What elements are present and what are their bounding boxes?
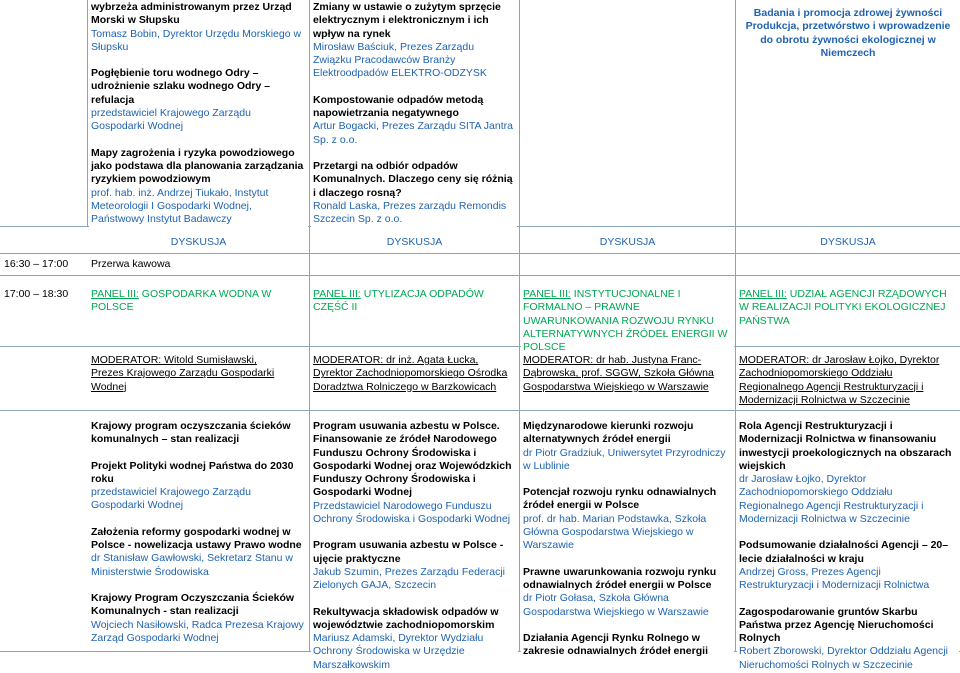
talk-speaker: Artur Bogacki, Prezes Zarządu SITA Jantra Sp. z o.o. xyxy=(313,120,513,146)
discussion-label: DYSKUSJA xyxy=(521,235,734,250)
divider xyxy=(0,253,960,254)
panel-prefix: PANEL III: xyxy=(739,288,787,300)
panel-name: UDZIAŁ AGENCJI RZĄDOWYCH W REALIZACJI POLITYKI EKOLOGICZNEJ PAŃSTWA xyxy=(739,288,947,327)
divider xyxy=(0,410,960,411)
talk-speaker: przedstawiciel Krajowego Zarządu Gospodarki Wodnej xyxy=(91,107,251,133)
panel-heading xyxy=(737,287,959,329)
moderator: MODERATOR: dr inż. Agata Łucka, Dyrektor Zachodniopomorskiego Ośrodka Doradztwa Rolniczego w Barzkowicach xyxy=(311,353,518,395)
top-col4 xyxy=(737,6,959,61)
panel-heading xyxy=(311,287,518,316)
talk-title: Program usuwania azbestu w Polsce - ujęcie praktyczne xyxy=(313,539,504,565)
talk-title: Prawne uwarunkowania rozwoju rynku odnawialnych źródeł energii w Polsce xyxy=(523,565,717,591)
talk-title: Program usuwania azbestu w Polsce. Finansowanie ze źródeł Narodowego Funduszu Ochrony Środowiska i Gospodarki Wodnej oraz Wojewódzkich Funduszy Ochrony Środowiska i Gospodarki Wodnej xyxy=(313,420,512,499)
talk-title: Potencjał rozwoju rynku odnawialnych źródeł energii w Polsce xyxy=(523,486,717,512)
divider xyxy=(87,0,88,226)
talks-col4 xyxy=(737,419,959,673)
divider xyxy=(0,346,960,347)
talk-speaker: Andrzej Gross, Prezes Agencji Restrukturyzacji i Modernizacji Rolnictwa xyxy=(739,565,930,592)
talk-title: Rekultywacja składowisk odpadów w województwie zachodniopomorskim xyxy=(313,605,499,631)
talk-title: Założenia reformy gospodarki wodnej w Polsce - nowelizacja ustawy Prawo wodne xyxy=(91,525,302,552)
talks-col1 xyxy=(89,419,308,646)
talk-speaker: Mariusz Adamski, Dyrektor Wydziału Ochrony Środowiska w Urzędzie Marszałkowskim xyxy=(313,632,484,671)
talk-speaker: Tomasz Bobin, Dyrektor Urzędu Morskiego w Słupsku xyxy=(91,27,302,53)
section-subtitle: Produkcja, przetwórstwo i wprowadzenie do obrotu żywności ekologicznej w Niemczech xyxy=(745,20,951,59)
panel-heading xyxy=(521,287,734,355)
discussion-label: DYSKUSJA xyxy=(311,235,518,250)
panel-prefix: PANEL III: xyxy=(91,288,139,300)
talk-speaker: dr Jarosław Łojko, Dyrektor Zachodniopomorskiego Oddziału Regionalnego Agencji Restrukturyzacji i Modernizacji Rolnictwa w Szczecinie xyxy=(739,473,924,526)
moderator: MODERATOR: dr hab. Justyna Franc-Dąbrowska, prof. SGGW, Szkoła Główna Gospodarstwa Wiejskiego w Warszawie xyxy=(521,353,721,395)
talk-title: Mapy zagrożenia i ryzyka powodziowego jako podstawa dla planowania zarządzania ryzykiem powodziowym xyxy=(91,146,304,186)
panel-prefix: PANEL III: xyxy=(523,288,571,300)
talk-title: Działania Agencji Rynku Rolnego w zakresie odnawialnych źródeł energii xyxy=(523,631,708,658)
talk-title: Przetargi na odbiór odpadów Komunalnych. Dlaczego ceny się różnią i dlaczego rosną? xyxy=(313,159,513,199)
talk-title: Międzynarodowe kierunki rozwoju alternatywnych źródeł energii xyxy=(523,420,694,446)
panel-name: UTYLIZACJA ODPADÓW CZĘŚĆ II xyxy=(313,288,484,314)
talk-speaker: Jakub Szumin, Prezes Zarządu Federacji Zielonych GAJA, Szczecin xyxy=(313,565,505,592)
talks-col3 xyxy=(521,419,734,659)
divider xyxy=(735,0,736,652)
talk-speaker: Wojciech Nasiłowski, Radca Prezesa Krajowy Zarząd Gospodarki Wodnej xyxy=(91,618,304,644)
section-title: Badania i promocja zdrowej żywności xyxy=(753,7,943,19)
panel-heading xyxy=(89,287,308,316)
talk-speaker: dr Stanisław Gawłowski, Sekretarz Stanu w Ministerstwie Środowiska xyxy=(91,552,293,578)
panel-name: INSTYTUCJONALNE I FORMALNO – PRAWNE UWARUNKOWANIA ROZWOJU RYNKU ALTERNATYWNYCH ŹRÓDEŁ ENERGII W POLSCE xyxy=(523,288,728,354)
divider xyxy=(519,0,520,652)
talk-title: Kompostowanie odpadów metodą napowietrzania negatywnego xyxy=(313,93,484,120)
talk-speaker: dr Piotr Gołasa, Szkoła Główna Gospodarstwa Wiejskiego w Warszawie xyxy=(523,592,709,618)
talk-title: Krajowy Program Oczyszczania Ścieków Komunalnych - stan realizacji xyxy=(91,591,295,618)
talk-speaker: dr Piotr Gradziuk, Uniwersytet Przyrodniczy w Lublinie xyxy=(523,446,726,472)
session-time: 17:00 – 18:30 xyxy=(2,287,86,302)
talk-title: wybrzeża administrowanym przez Urząd Morski w Słupsku xyxy=(91,1,292,27)
top-col1 xyxy=(89,0,308,227)
moderator: MODERATOR: dr Jarosław Łojko, Dyrektor Zachodniopomorskiego Oddziału Regionalnego Agencji Restrukturyzacji i Modernizacji Rolnictwa w Szczecinie xyxy=(737,353,959,408)
talk-title: Projekt Polityki wodnej Państwa do 2030 roku xyxy=(91,459,294,485)
talk-speaker: prof. hab. inż. Andrzej Tiukało, Instytut Meteorologii I Gospodarki Wodnej, Państwowy Instytut Badawczy xyxy=(91,186,269,226)
talk-title: Krajowy program oczyszczania ścieków komunalnych – stan realizacji xyxy=(91,420,291,446)
talk-speaker: Przedstawiciel Narodowego Funduszu Ochrony Środowiska i Gospodarki Wodnej xyxy=(313,499,511,526)
talk-speaker: Robert Zborowski, Dyrektor Oddziału Agencji Nieruchomości Rolnych w Szczecinie xyxy=(739,645,948,671)
talk-title: Zmiany w ustawie o zużytym sprzęcie elektrycznym i elektronicznym i ich wpływ na rynek xyxy=(313,1,501,40)
top-col2 xyxy=(311,0,517,227)
panel-name: GOSPODARKA WODNA W POLSCE xyxy=(91,288,272,314)
talks-col2 xyxy=(311,419,518,673)
divider xyxy=(0,275,960,276)
talk-title: Rola Agencji Restrukturyzacji i Modernizacji Rolnictwa w finansowaniu inwestycji proekologicznych na obszarach wiejskich xyxy=(739,420,952,472)
break-time: 16:30 – 17:00 xyxy=(2,257,86,272)
talk-speaker: przedstawiciel Krajowego Zarządu Gospodarki Wodnej xyxy=(91,486,251,512)
panel-prefix: PANEL III: xyxy=(313,288,361,300)
talk-speaker: Ronald Laska, Prezes zarządu Remondis Szczecin Sp. z o.o. xyxy=(313,199,507,226)
talk-speaker: prof. dr hab. Marian Podstawka, Szkoła Główna Gospodarstwa Wiejskiego w Warszawie xyxy=(523,512,707,552)
discussion-label: DYSKUSJA xyxy=(737,235,959,250)
talk-title: Zagospodarowanie gruntów Skarbu Państwa przez Agencję Nieruchomości Rolnych xyxy=(739,605,934,645)
talk-speaker: Mirosław Baściuk, Prezes Zarządu Związku Pracodawców Branży Elektroodpadów ELEKTRO-ODZYSK xyxy=(313,40,487,80)
talk-title: Pogłębienie toru wodnego Odry – udrożnienie szlaku wodnego Odry – refulacja xyxy=(91,67,271,106)
divider xyxy=(309,0,310,652)
talk-title: Podsumowanie działalności Agencji – 20–lecie działalności w kraju xyxy=(739,539,949,565)
moderator: MODERATOR: Witold Sumisławski, Prezes Krajowego Zarządu Gospodarki Wodnej xyxy=(89,353,289,395)
discussion-label: DYSKUSJA xyxy=(89,235,308,250)
break-label: Przerwa kawowa xyxy=(89,257,308,272)
